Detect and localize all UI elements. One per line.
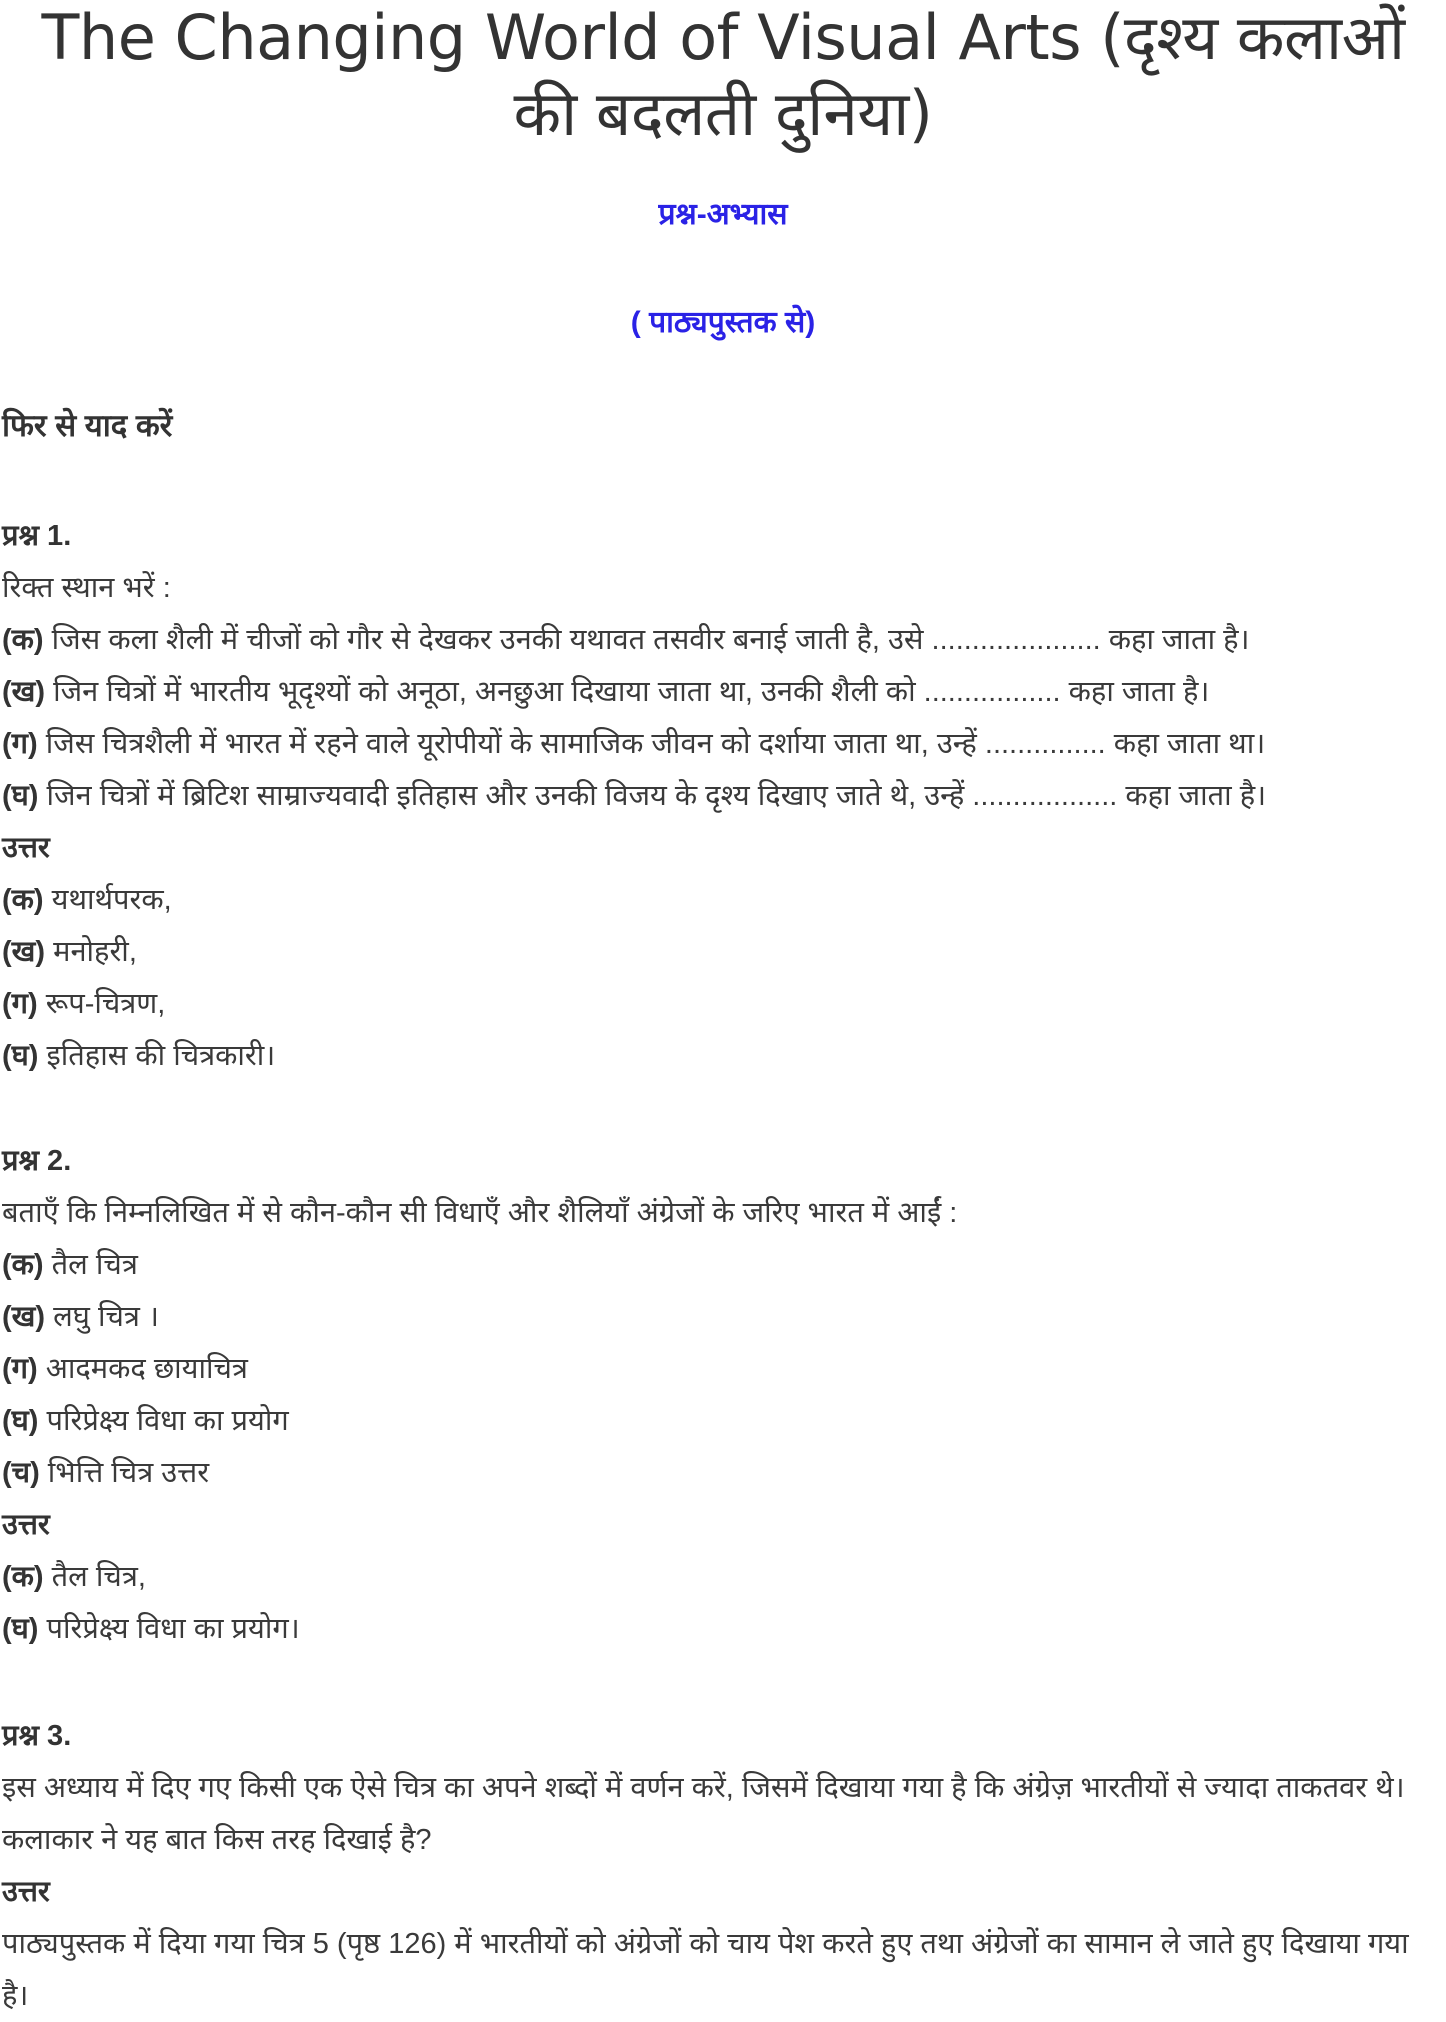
- answer-item: [2, 1551, 1436, 1603]
- question-prompt: रिक्त स्थान भरें :: [2, 572, 171, 604]
- item-marker: (ख): [2, 1301, 46, 1333]
- item-text: जिन चित्रों में भारतीय भूदृश्यों को अनूठा, अनछुआ दिखाया जाता था, उनकी शैली को ................. कहा जाता है।: [45, 676, 1210, 708]
- question-label: प्रश्न 1.: [2, 520, 72, 552]
- question-item: [2, 614, 1436, 666]
- item-text: रूप-चित्रण,: [37, 988, 166, 1020]
- item-marker: (क): [2, 1249, 44, 1281]
- question-3: [2, 1710, 1436, 2022]
- question-item: [2, 1343, 1436, 1395]
- item-text: जिस कला शैली में चीजों को गौर से देखकर उनकी यथावत तसवीर बनाई जाती है, उसे ..................... कहा जाता है।: [43, 624, 1250, 656]
- question-label: प्रश्न 3.: [2, 1720, 72, 1752]
- answer-item: [2, 874, 1436, 926]
- item-marker: (ग): [2, 728, 38, 760]
- item-marker: (घ): [2, 780, 39, 812]
- answer-text: पाठ्यपुस्तक में दिया गया चित्र 5 (पृष्ठ 126) में भारतीयों को अंग्रेजों को चाय पेश करते हुए तथा अंग्रेजों का सामान ले जाते हुए दिखाया गया है।: [2, 1928, 1409, 2012]
- item-text: तैल चित्र,: [43, 1561, 146, 1593]
- section-heading-recall: फिर से याद करें: [2, 408, 173, 443]
- answer-label: उत्तर: [2, 832, 50, 864]
- item-marker: (घ): [2, 1405, 39, 1437]
- answer-item: [2, 1603, 1436, 1655]
- question-1: [2, 510, 1436, 1082]
- question-item: [2, 1291, 1436, 1343]
- answer-item: [2, 978, 1436, 1030]
- item-text: तैल चित्र: [43, 1249, 138, 1281]
- item-text: जिस चित्रशैली में भारत में रहने वाले यूरोपीयों के सामाजिक जीवन को दर्शाया जाता था, उन्हें ............... कहा जाता था।: [37, 728, 1266, 760]
- item-marker: (घ): [2, 1613, 39, 1645]
- item-marker: (ख): [2, 676, 46, 708]
- textbook-subtitle: ( पाठ्यपुस्तक से): [630, 306, 816, 339]
- question-item: [2, 1447, 1436, 1499]
- question-item: [2, 666, 1436, 718]
- exercise-subtitle: प्रश्न-अभ्यास: [658, 198, 788, 231]
- question-prompt: बताएँ कि निम्नलिखित में से कौन-कौन सी विधाएँ और शैलियाँ अंग्रेजों के जरिए भारत में आईं :: [2, 1197, 958, 1229]
- item-marker: (ग): [2, 988, 38, 1020]
- item-marker: (ग): [2, 1353, 38, 1385]
- item-marker: (क): [2, 624, 44, 656]
- question-item: [2, 770, 1436, 822]
- item-marker: (क): [2, 884, 44, 916]
- item-marker: (क): [2, 1561, 44, 1593]
- item-marker: (च): [2, 1457, 40, 1489]
- item-text: इतिहास की चित्रकारी।: [38, 1040, 276, 1072]
- item-marker: (घ): [2, 1040, 39, 1072]
- answer-item: [2, 926, 1436, 978]
- question-prompt: इस अध्याय में दिए गए किसी एक ऐसे चित्र का अपने शब्दों में वर्णन करें, जिसमें दिखाया गया है कि अंग्रेज़ भारतीयों से ज्यादा ताकतवर थे। कलाकार ने यह बात किस तरह दिखाई है?: [2, 1772, 1405, 1856]
- page-title: The Changing World of Visual Arts (दृश्य कलाओं की बदलती दुनिया): [41, 1, 1405, 150]
- question-item: [2, 1239, 1436, 1291]
- question-2: [2, 1135, 1436, 1655]
- answer-label: उत्तर: [2, 1509, 50, 1541]
- item-text: भित्ति चित्र उत्तर: [39, 1457, 210, 1489]
- question-item: [2, 1395, 1436, 1447]
- answer-item: [2, 1030, 1436, 1082]
- item-text: परिप्रेक्ष्य विधा का प्रयोग: [38, 1405, 289, 1437]
- item-text: मनोहरी,: [45, 936, 137, 968]
- item-text: लघु चित्र ।: [45, 1301, 159, 1333]
- question-item: [2, 718, 1436, 770]
- item-text: यथार्थपरक,: [43, 884, 172, 916]
- item-text: परिप्रेक्ष्य विधा का प्रयोग।: [38, 1613, 300, 1645]
- question-label: प्रश्न 2.: [2, 1145, 72, 1177]
- item-marker: (ख): [2, 936, 46, 968]
- item-text: आदमकद छायाचित्र: [37, 1353, 248, 1385]
- answer-label: उत्तर: [2, 1876, 50, 1908]
- item-text: जिन चित्रों में ब्रिटिश साम्राज्यवादी इतिहास और उनकी विजय के दृश्य दिखाए जाते थे, उन्हें .................. कहा जाता है।: [38, 780, 1267, 812]
